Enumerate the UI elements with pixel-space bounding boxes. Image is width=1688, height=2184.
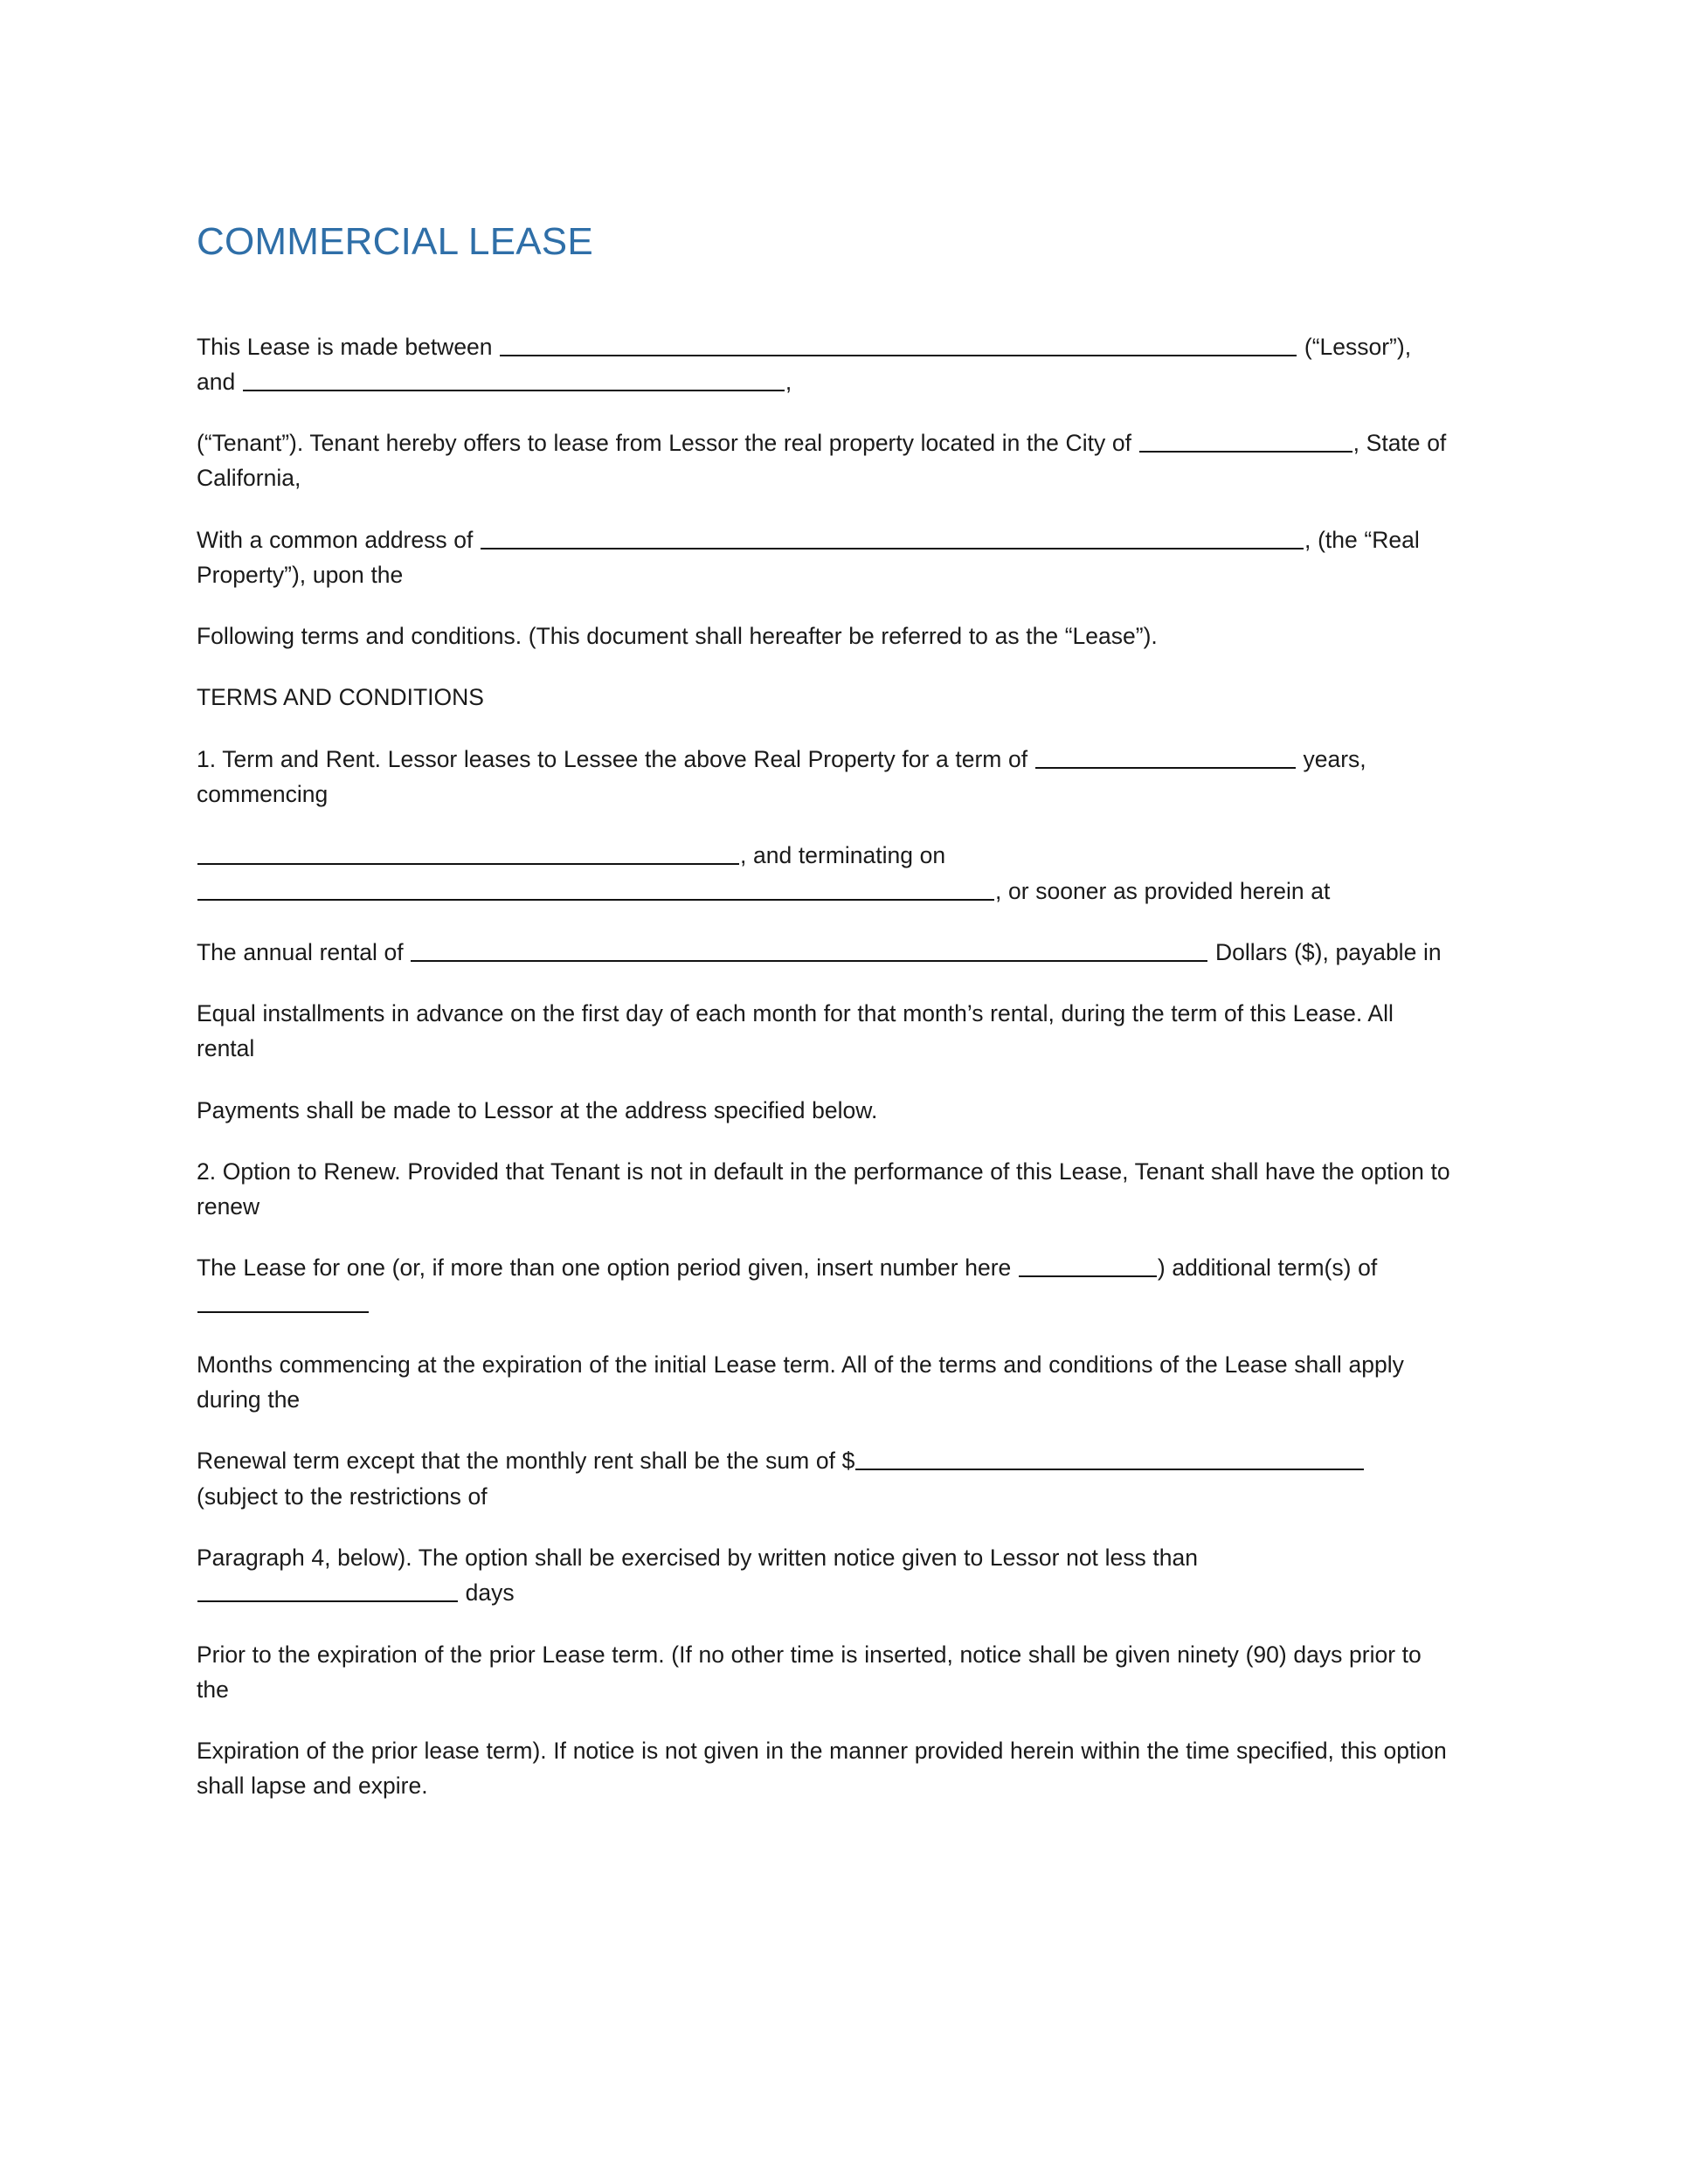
text-run: , (the “Real Property”), upon the [197, 526, 1420, 588]
paragraph-payments-address [197, 1093, 1450, 1128]
paragraph-clause-2-option-to-renew [197, 1154, 1450, 1225]
paragraph-paragraph-4-notice [197, 1540, 1450, 1611]
page-title: COMMERCIAL LEASE [197, 220, 593, 263]
text-run: The annual rental of [197, 938, 411, 965]
fill-in-blank[interactable] [500, 331, 1297, 356]
text-run: , [785, 368, 792, 395]
paragraph-months-commencing [197, 1347, 1450, 1418]
text-run: Paragraph 4, below). The option shall be exercised by written notice given to Lessor not less than [197, 1544, 1198, 1571]
fill-in-blank[interactable] [197, 875, 994, 901]
text-run: (subject to the restrictions of [197, 1482, 488, 1510]
text-run: Expiration of the prior lease term). If notice is not given in the manner provided herein within the time specified, this option shall lapse and expire. [197, 1738, 1447, 1800]
text-run: The Lease for one (or, if more than one option period given, insert number here [197, 1254, 1018, 1282]
fill-in-blank[interactable] [1019, 1252, 1157, 1277]
fill-in-blank[interactable] [481, 524, 1304, 549]
text-run: Following terms and conditions. (This document shall hereafter be referred to as the “Lease”). [197, 623, 1158, 650]
fill-in-blank[interactable] [1139, 427, 1352, 453]
paragraph-equal-installments [197, 996, 1450, 1067]
fill-in-blank[interactable] [197, 1288, 369, 1313]
paragraph-renewal-term-rent [197, 1443, 1450, 1514]
paragraph-common-address [197, 522, 1450, 593]
text-run: years, commencing [197, 745, 1366, 807]
paragraph-clause-1-term-and-rent [197, 742, 1450, 812]
fill-in-blank[interactable] [197, 840, 739, 865]
paragraph-expiration-lapse [197, 1733, 1450, 1804]
text-run: With a common address of [197, 526, 481, 553]
document-body [197, 329, 1450, 1804]
paragraph-prior-to-expiration [197, 1637, 1450, 1708]
text-run: Equal installments in advance on the first day of each month for that month’s rental, during the term of this Lease. All rental [197, 1000, 1394, 1062]
paragraph-annual-rental [197, 935, 1450, 970]
text-run: Prior to the expiration of the prior Lease term. (If no other time is inserted, notice shall be given ninety (90) days prior to the [197, 1641, 1422, 1703]
paragraph-following-terms [197, 619, 1450, 653]
text-run: 2. Option to Renew. Provided that Tenant is not in default in the performance of this Lease, Tenant shall have the option to renew [197, 1158, 1450, 1220]
text-run: This Lease is made between [197, 333, 500, 360]
paragraph-commencing-terminating [197, 838, 1450, 909]
text-run: , and terminating on [740, 842, 946, 869]
text-run: (“Lessor”), and [197, 333, 1412, 395]
paragraph-parties [197, 329, 1450, 400]
text-run: Renewal term except that the monthly rent shall be the sum of $ [197, 1448, 855, 1475]
paragraph-tenant-city [197, 425, 1450, 496]
text-run: Dollars ($), payable in [1208, 938, 1442, 965]
fill-in-blank[interactable] [197, 1577, 458, 1602]
text-run: ) additional term(s) of [1157, 1254, 1378, 1282]
text-run: (“Tenant”). Tenant hereby offers to lease from Lessor the real property located in the City of [197, 430, 1138, 457]
paragraph-terms-and-conditions-heading [197, 680, 1450, 715]
text-run: Payments shall be made to Lessor at the address specified below. [197, 1096, 878, 1123]
text-run: 1. Term and Rent. Lessor leases to Lessee the above Real Property for a term of [197, 745, 1034, 772]
fill-in-blank[interactable] [855, 1445, 1364, 1470]
text-run: days [459, 1579, 515, 1607]
text-run: Months commencing at the expiration of the initial Lease term. All of the terms and conditions of the Lease shall apply during the [197, 1351, 1404, 1413]
fill-in-blank[interactable] [1035, 743, 1296, 769]
text-run: , State of California, [197, 430, 1447, 492]
text-run: , or sooner as provided herein at [995, 877, 1331, 904]
fill-in-blank[interactable] [243, 366, 785, 391]
text-run: TERMS AND CONDITIONS [197, 684, 484, 711]
fill-in-blank[interactable] [411, 936, 1207, 962]
paragraph-option-periods [197, 1250, 1450, 1321]
